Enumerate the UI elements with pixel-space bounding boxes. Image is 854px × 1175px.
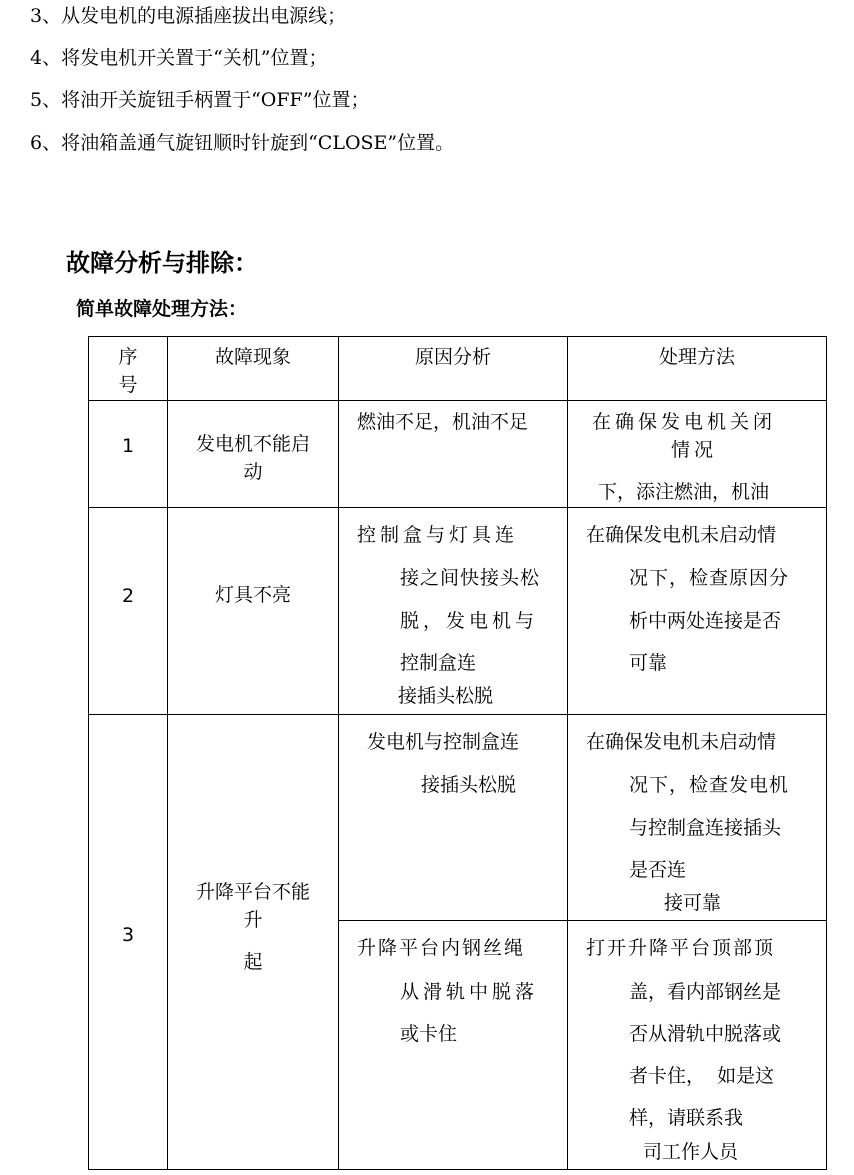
row-no: 1	[89, 401, 168, 508]
step-3: 3、从发电机的电源插座拔出电源线；	[30, 5, 347, 27]
table-row	[89, 401, 827, 508]
row-solution: 在确保发电机关闭 情况 下，添注燃油，机油	[568, 401, 827, 508]
row-no: 3	[89, 715, 168, 1170]
table-row	[89, 508, 827, 715]
row-cause: 发电机与控制盒连 接插头松脱	[339, 715, 568, 921]
row-solution: 打开升降平台顶部顶 盖，看内部钢丝是 否从滑轨中脱落或 者卡住， 如是这 样，请联系我 司工作人员	[568, 921, 827, 1170]
sub-title: 简单故障处理方法：	[76, 298, 248, 320]
table-header-row	[89, 337, 827, 401]
row-cause: 升降平台内钢丝绳 从滑轨中脱落 或卡住	[339, 921, 568, 1170]
row-symptom: 灯具不亮	[168, 508, 339, 715]
row-no: 2	[89, 508, 168, 715]
header-cause: 原因分析	[339, 337, 568, 401]
step-5: 5、将油开关旋钮手柄置于“OFF”位置；	[30, 89, 370, 111]
row-cause: 控制盒与灯具连 接之间快接头松 脱，发电机与 控制盒连 接插头松脱	[339, 508, 568, 715]
header-symptom: 故障现象	[168, 337, 339, 401]
step-4: 4、将发电机开关置于“关机”位置；	[30, 47, 328, 69]
row-solution: 在确保发电机未启动情 况下，检查原因分 析中两处连接是否 可靠	[568, 508, 827, 715]
row-cause: 燃油不足，机油不足	[339, 401, 568, 508]
row-symptom: 发电机不能启 动	[168, 401, 339, 508]
table-row	[89, 715, 827, 921]
row-symptom: 升降平台不能 升 起	[168, 715, 339, 1170]
step-6: 6、将油箱盖通气旋钮顺时针旋到“CLOSE”位置。	[30, 132, 455, 154]
header-solution: 处理方法	[568, 337, 827, 401]
row-solution: 在确保发电机未启动情 况下，检查发电机 与控制盒连接插头 是否连 接可靠	[568, 715, 827, 921]
section-title: 故障分析与排除：	[66, 248, 258, 277]
fault-table	[88, 336, 827, 1170]
header-no: 序 号	[89, 337, 168, 401]
